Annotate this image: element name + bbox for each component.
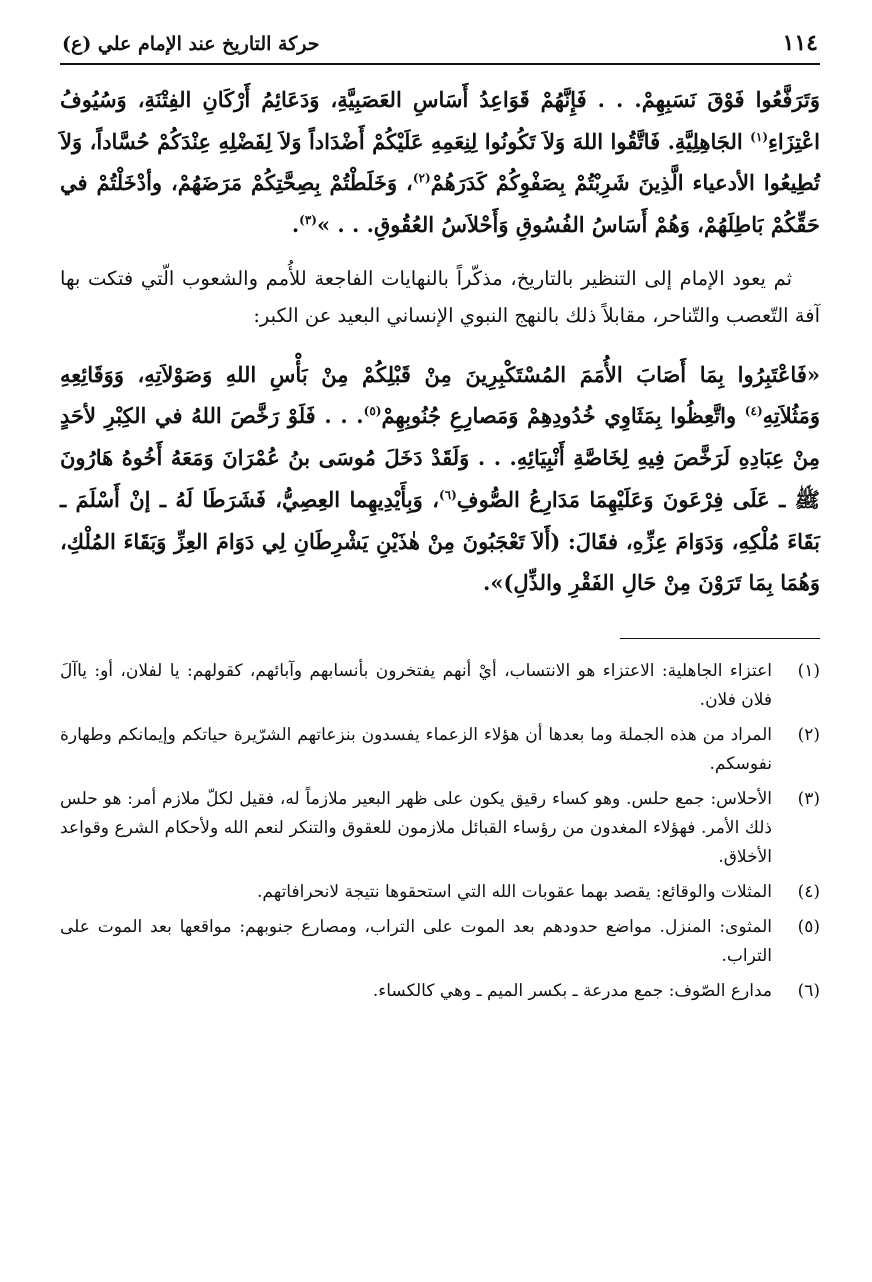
footnote-text: المراد من هذه الجملة وما بعدها أن هؤلاء الزعماء يفسدون بنزعاتهم الشرّيرة حياتكم وإيمانكم وطهارة نفوسكم.	[60, 725, 772, 775]
footnotes-section	[60, 657, 820, 1006]
quote-text: ، وَخَلَطْتُمْ بِصِحَّتِكُمْ مَرَضَهُمْ، وأدْخَلْتُمْ في حَقِّكُمْ بَاطِلَهُمْ، وَهُمْ أَسَاسُ الفُسُوقِ وَأَحْلاَسُ العُقُوقِ. . . »	[60, 170, 820, 237]
footnote-marker[interactable]: (٥)	[363, 404, 382, 419]
footnote-text: مدارع الصّوف: جمع مدرعة ـ بكسر الميم ـ وهي كالكساء.	[372, 981, 772, 1002]
book-page	[60, 30, 820, 1012]
footnote-item	[60, 785, 820, 872]
quote-text: واتَّعِظُوا بِمَثَاوِي خُدُودِهِمْ وَمَصارِعِ جُنُوبِهِمْ	[381, 403, 745, 429]
running-header	[60, 30, 820, 65]
page-number: ١١٤	[782, 30, 818, 56]
quotation-block-1	[60, 79, 820, 245]
footnote-item	[60, 721, 820, 779]
footnote-marker[interactable]: (٦)	[438, 487, 457, 502]
running-title: حركة التاريخ عند الإمام علي (ع)	[62, 33, 320, 55]
footnote-number: (٦)	[797, 981, 820, 1002]
footnote-number: (٢)	[797, 725, 820, 746]
footnote-item	[60, 977, 820, 1006]
footnote-number: (٥)	[797, 917, 820, 938]
footnote-marker[interactable]: (٢)	[412, 171, 431, 185]
quote-text: الجَاهِلِيَّةِ. فَاتَّقُوا اللهَ وَلاَ تَكُونُوا لِنِعَمِهِ عَلَيْكُمْ أَضْدَاداً وَلاَ لِفَضْلِهِ عِنْدَكُمْ حُسَّاداً، وَلاَ تُطِيعُوا الأدعياء الَّذِينَ شَرِبْتُمْ بِصَفْوِكُمْ كَدَرَهُمْ	[60, 128, 820, 195]
footnote-item	[60, 657, 820, 715]
quote-text: وَتَرَفَّعُوا فَوْقَ نَسَبِهِمْ. . . فَإِنَّهُمْ قَوَاعِدُ أَسَاسِ العَصَبِيَّةِ، وَدَعَائِمُ أَرْكَانِ الفِتْنَةِ، وَسُيُوفُ اعْتِزَاءِ	[60, 87, 820, 154]
footnote-marker[interactable]: (٤)	[744, 404, 763, 419]
quote-text: «فَاعْتَبِرُوا بِمَا أَصَابَ الأُمَمَ المُسْتَكْبِرِينَ مِنْ قَبْلِكُمْ مِنْ بَأْسِ اللهِ وَصَوْلاَتِهِ، وَوَقَائِعِهِ وَمَثُلاَتِهِ	[60, 361, 820, 429]
footnote-item	[60, 913, 820, 971]
footnote-separator	[620, 638, 820, 639]
footnote-number: (١)	[797, 661, 820, 682]
quote-text: ، وَبِأَيْدِيهِما العِصِيُّ، فَشَرَطَا لَهُ ـ إنْ أَسْلَمَ ـ بَقَاءَ مُلْكِهِ، وَدَوَامَ عِزِّهِ، فقَالَ: (أَلاَ تَعْجَبُونَ مِنْ هٰذَيْنِ يَشْرِطَانِ لِي دَوَامَ العِزِّ وَبَقَاءَ المُلْكِ، وَهُمَا بِمَا تَرَوْنَ مِنْ حَالِ الفَقْرِ والذِّلِ)».	[60, 486, 820, 596]
footnote-text: الأحلاس: جمع حلس. وهو كساء رقيق يكون على ظهر البعير ملازماً له، فقيل لكلّ ملازم أمر: هو حلس ذلك الأمر. فهؤلاء المغدون من رؤساء القبائل ملازمون للعقوق والتنكر لنعم الله ولأحكام الشرع وقواعد الأخلاق.	[60, 789, 772, 868]
footnote-item	[60, 878, 820, 907]
footnote-marker[interactable]: (١)	[750, 129, 768, 144]
footnote-number: (٣)	[797, 789, 820, 810]
quotation-block-2	[60, 354, 820, 605]
footnote-number: (٤)	[797, 882, 820, 903]
quote-text: .	[291, 211, 300, 237]
footnote-text: المثلات والوقائع: يقصد بهما عقوبات الله التي استحقوها نتيجة لانحرافاتهم.	[257, 882, 772, 903]
footnote-text: اعتزاء الجاهلية: الاعتزاء هو الانتساب، أيْ أنهم يفتخرون بأنسابهم وآبائهم، كقولهم: يا لفلان، أو: ياآلَ فلان فلان.	[60, 661, 772, 711]
footnote-text: المثوى: المنزل. مواضع حدودهم بعد الموت على التراب، ومصارع جنوبهم: مواقعها بعد الموت على التراب.	[60, 917, 772, 967]
quote-text: . . . فَلَوْ رَخَّصَ اللهُ في الكِبْرِ لأحَدٍ مِنْ عِبَادِهِ لَرَخَّصَ فِيهِ لِخَاصَّةِ أَنْبِيَائِهِ. . . وَلَقَدْ دَخَلَ مُوسَى بنُ عُمْرَانَ وَمَعَهُ أَخُوهُ هَارُونَ ﷺ ـ عَلَى فِرْعَونَ وَعَلَيْهِمَا مَدَارِعُ الصُّوفِ	[60, 403, 820, 512]
body-paragraph: ثم يعود الإمام إلى التنظير بالتاريخ، مذكّراً بالنهايات الفاجعة للأُمم والشعوب الّتي فتكت بها آفة التّعصب والتّناحر، مقابلاً ذلك بالنهج النبوي الإنساني البعيد عن الكبر:	[60, 267, 820, 327]
footnote-marker[interactable]: (٣)	[299, 212, 317, 227]
